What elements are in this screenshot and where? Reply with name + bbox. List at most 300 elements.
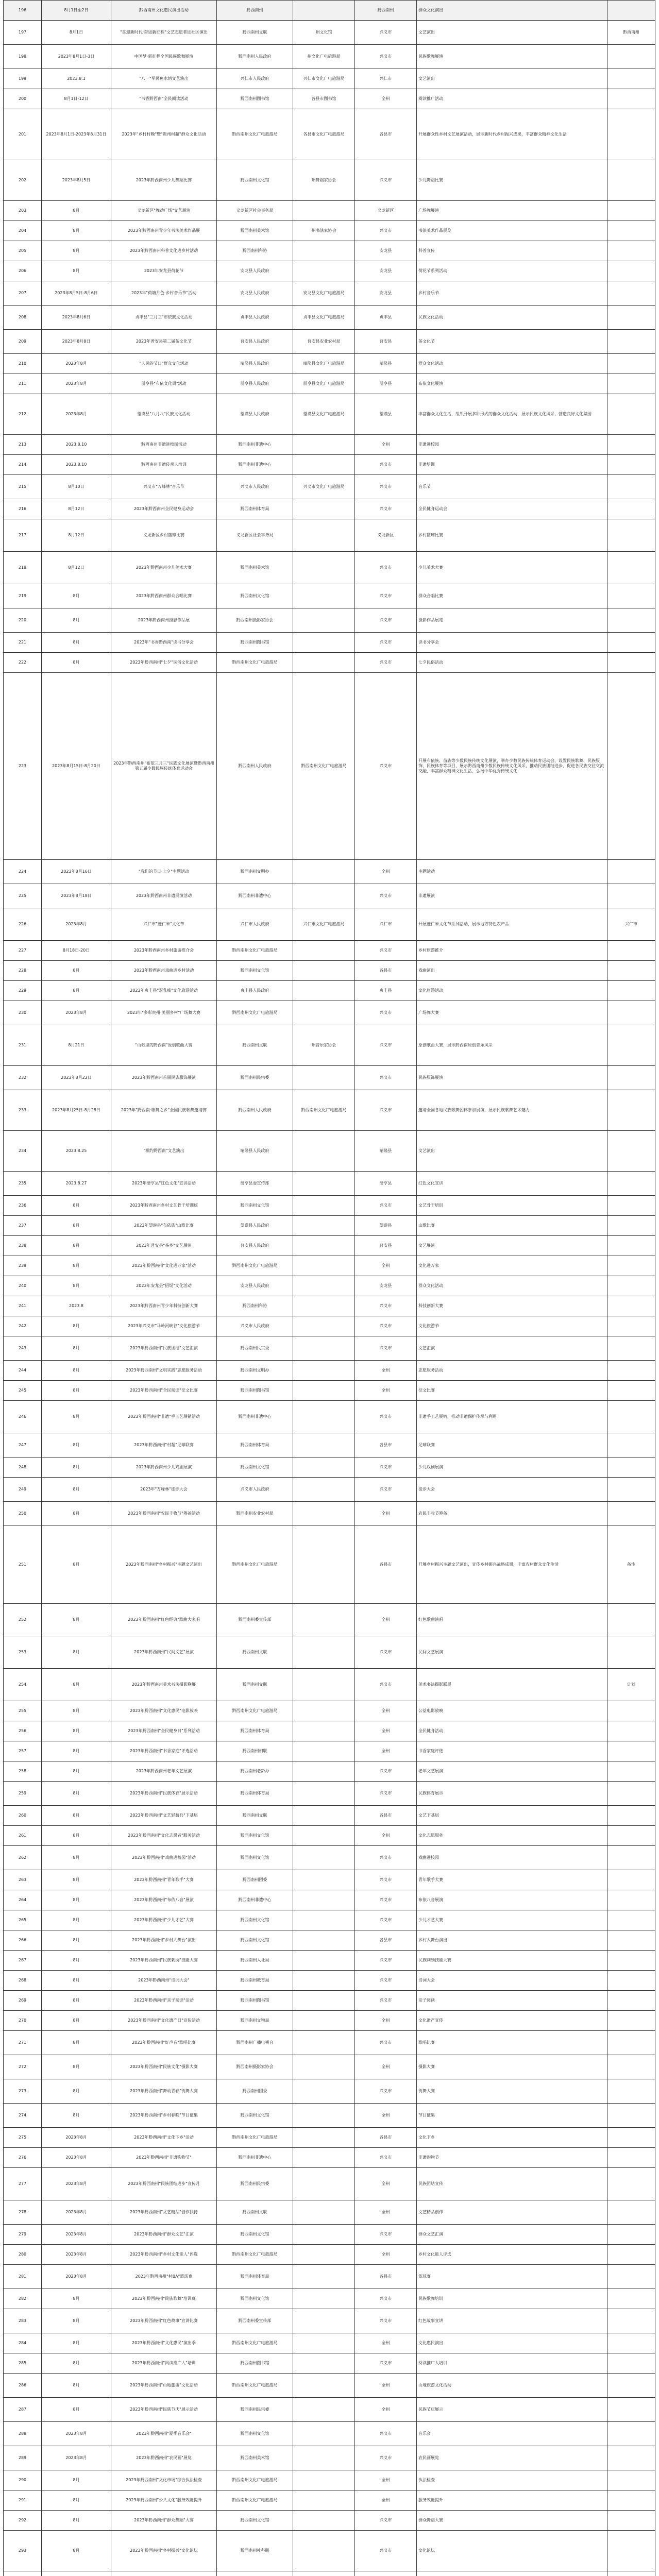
cell-no: 240 (4, 1276, 42, 1296)
cell-date: 2023年8月1日-3日 (42, 45, 111, 69)
cell-name: 2023年黔西南州老年文艺展演 (111, 1761, 217, 1782)
cell-place: 兴义市 (355, 608, 417, 633)
cell-name: 2023年册亨县"红色文化"宣讲活动 (111, 1172, 217, 1196)
cell-org: 册亨县人民政府 (217, 374, 293, 394)
cell-no: 198 (4, 45, 42, 69)
cell-org: 黔西南州民宗委 (217, 1336, 293, 1361)
cell-note (607, 455, 655, 475)
cell-name: 2023年黔西南州"诗词大会" (111, 1971, 217, 1991)
cell-place: 兴义市 (355, 2225, 417, 2245)
table-row (4, 519, 655, 552)
cell-host (293, 1761, 355, 1782)
cell-place: 兴义市 (355, 1025, 417, 1066)
cell-name: 2023年黔西南州"夏季音乐会" (111, 2422, 217, 2446)
cell-date: 8月 (42, 1910, 111, 1930)
cell-place: 兴义市 (355, 1066, 417, 1090)
table-row (4, 1991, 655, 2011)
cell-content: 足球联赛 (417, 1433, 607, 1458)
cell-date: 8月1日至2日 (42, 1, 111, 21)
cell-content: 开展群众性乡村文艺展演活动，展示新时代乡村振兴成果，丰富群众精神文化生活 (417, 109, 607, 160)
cell-date: 8月 (42, 633, 111, 653)
table-row (4, 1478, 655, 1502)
cell-place: 兴义市 (355, 1951, 417, 1971)
cell-date: 2023年8月18日 (42, 884, 111, 908)
cell-note (607, 2245, 655, 2265)
cell-org: 黔西南州委宣传部 (217, 2309, 293, 2333)
cell-date: 8月 (42, 2511, 111, 2531)
cell-note (607, 552, 655, 584)
cell-date: 2023年8月15日-8月20日 (42, 673, 111, 860)
table-row (4, 281, 655, 306)
cell-host: 各县市图书馆 (293, 89, 355, 109)
table-row (4, 1826, 655, 1846)
cell-date: 8月 (42, 1433, 111, 1458)
cell-content: 红色故事宣讲 (417, 2309, 607, 2333)
table-row (4, 673, 655, 860)
cell-place: 贞丰县 (355, 306, 417, 330)
cell-name: 2023年黔西南州"乡村大舞台"演出 (111, 1930, 217, 1951)
cell-place: 全州 (355, 89, 417, 109)
cell-no: 255 (4, 1701, 42, 1721)
cell-host (293, 1870, 355, 1890)
cell-name: 2023年黔西南州首届民族服饰展演 (111, 1066, 217, 1090)
cell-host (293, 1131, 355, 1172)
cell-org: 兴仁市人民政府 (217, 69, 293, 89)
cell-place: 全州 (355, 1826, 417, 1846)
cell-place: 兴义市 (355, 2079, 417, 2104)
cell-no: 226 (4, 908, 42, 941)
cell-no: 229 (4, 981, 42, 1001)
cell-no: 233 (4, 1090, 42, 1131)
cell-place (355, 2571, 417, 2576)
cell-host (293, 884, 355, 908)
cell-place: 兴义市 (355, 2289, 417, 2309)
cell-host (293, 2128, 355, 2148)
cell-no: 218 (4, 552, 42, 584)
cell-date: 8月 (42, 2289, 111, 2309)
cell-name: 2023年黔西南州"乡村春晚"节目征集 (111, 2104, 217, 2128)
cell-name: 2023年黔西南州"文化惠民"电影放映 (111, 1701, 217, 1721)
cell-host: 望谟县文化广电旅游局 (293, 394, 355, 435)
table-row (4, 1381, 655, 1401)
cell-content: 非遗进校园 (417, 435, 607, 455)
cell-no: 265 (4, 1910, 42, 1930)
cell-place: 兴义市 (355, 1316, 417, 1336)
cell-place: 兴义市 (355, 633, 417, 653)
cell-no: 230 (4, 1001, 42, 1025)
table-row (4, 2128, 655, 2148)
cell-date: 2023.8.10 (42, 435, 111, 455)
cell-name: 2023年黔西南州"好声音"歌唱比赛 (111, 2031, 217, 2055)
table-row (4, 1636, 655, 1669)
cell-host (293, 2490, 355, 2511)
cell-host (293, 2470, 355, 2490)
cell-org: 黔西南州人民政府 (217, 45, 293, 69)
cell-host (293, 1381, 355, 1401)
cell-place: 各县市 (355, 2265, 417, 2289)
cell-date: 2023.8 (42, 1296, 111, 1316)
cell-no: 197 (4, 21, 42, 45)
table-row (4, 1296, 655, 1316)
cell-host: 州音乐家协会 (293, 1025, 355, 1066)
cell-place: 兴义市 (355, 1890, 417, 1910)
cell-host (293, 201, 355, 221)
cell-place: 兴义市 (355, 475, 417, 499)
cell-note (607, 69, 655, 89)
table-row (4, 961, 655, 981)
cell-org: 黔西南州摄影家协会 (217, 2055, 293, 2079)
cell-org: 黔西南州文化馆 (217, 1910, 293, 1930)
cell-name: 2023年"黔西南·歌舞之乡"全国民族歌舞邀请赛 (111, 1090, 217, 1131)
cell-name: 贞丰县"三月三"布依族文化活动 (111, 306, 217, 330)
cell-note (607, 633, 655, 653)
cell-org: 望谟县人民政府 (217, 1216, 293, 1236)
cell-date: 8月 (42, 1478, 111, 1502)
table-row (4, 1001, 655, 1025)
table-row (4, 1336, 655, 1361)
cell-name: 义龙新区乡村篮球比赛 (111, 519, 217, 552)
cell-no: 207 (4, 281, 42, 306)
cell-content: 民族刺绣技能大赛 (417, 1951, 607, 1971)
cell-no: 206 (4, 261, 42, 281)
cell-content: 开展乡村振兴主题文艺演出，宣传乡村振兴战略成果，丰富农村群众文化生活 (417, 1526, 607, 1604)
cell-place: 普安县 (355, 330, 417, 354)
table-row (4, 455, 655, 475)
cell-no: 246 (4, 1401, 42, 1433)
table-row (4, 2104, 655, 2128)
table-row (4, 1458, 655, 1478)
cell-no: 250 (4, 1502, 42, 1526)
cell-no: 220 (4, 608, 42, 633)
cell-no: 271 (4, 2031, 42, 2055)
cell-content: 书法美术作品展览 (417, 221, 607, 241)
cell-host (293, 1361, 355, 1381)
cell-content: 篮球赛 (417, 2265, 607, 2289)
cell-date: 8月 (42, 961, 111, 981)
cell-place: 兴义市 (355, 2422, 417, 2446)
table-row (4, 2245, 655, 2265)
cell-content: 美术书法摄影联展 (417, 1669, 607, 1701)
cell-no: 279 (4, 2225, 42, 2245)
cell-content: 节目征集 (417, 2104, 607, 2128)
cell-place: 兴义市 (355, 2531, 417, 2571)
cell-date: 2023年8月5日 (42, 160, 111, 201)
cell-place: 望谟县 (355, 1216, 417, 1236)
cell-content: 非遗培训 (417, 455, 607, 475)
cell-org: 黔西南州文化广电旅游局 (217, 653, 293, 673)
cell-no: 256 (4, 1721, 42, 1741)
cell-org: 黔西南州文物局 (217, 2011, 293, 2031)
cell-host (293, 2309, 355, 2333)
cell-no: 293 (4, 2531, 42, 2571)
cell-org: 黔西南州文化馆 (217, 160, 293, 201)
table-row (4, 330, 655, 354)
cell-place: 兴义市 (355, 1846, 417, 1870)
cell-place: 贞丰县 (355, 981, 417, 1001)
cell-name: 2023年黔西南州"农民画"展览 (111, 2446, 217, 2470)
cell-org: 黔西南州文化馆 (217, 2289, 293, 2309)
cell-date: 2023年8月6日 (42, 306, 111, 330)
cell-place: 兴义市 (355, 1458, 417, 1478)
cell-name: 望谟县"八月八"民族文化活动 (111, 394, 217, 435)
table-row (4, 241, 655, 261)
cell-note (607, 1761, 655, 1782)
cell-date: 8月 (42, 1458, 111, 1478)
cell-name: 2023年兴义市"马岭河峡谷"文化旅游节 (111, 1316, 217, 1336)
cell-no: 223 (4, 673, 42, 860)
cell-no: 269 (4, 1991, 42, 2011)
table-row (4, 2398, 655, 2422)
cell-place: 全州 (355, 2168, 417, 2200)
cell-date: 8月 (42, 1336, 111, 1361)
cell-note (607, 2374, 655, 2398)
cell-content: 文艺精品创作 (417, 2200, 607, 2225)
cell-host (293, 519, 355, 552)
cell-content: 阅读推广活动 (417, 89, 607, 109)
cell-org: 黔西南州 (217, 1, 293, 21)
table-row (4, 1870, 655, 1890)
cell-no: 210 (4, 354, 42, 374)
cell-no: 248 (4, 1458, 42, 1478)
cell-date: 8月 (42, 1701, 111, 1721)
cell-note (607, 330, 655, 354)
table-row (4, 2511, 655, 2531)
cell-org: 黔西南州文化馆 (217, 1846, 293, 1870)
cell-no: 215 (4, 475, 42, 499)
cell-name: 2023年黔西南州"少儿才艺"大赛 (111, 1910, 217, 1930)
cell-name: 2023年黔西南州"文化志愿者"服务活动 (111, 1826, 217, 1846)
cell-no: 290 (4, 2470, 42, 2490)
cell-host (293, 241, 355, 261)
cell-note (607, 281, 655, 306)
cell-org: 黔西南州文化馆 (217, 2225, 293, 2245)
cell-date: 8月 (42, 1276, 111, 1296)
cell-place: 册亨县 (355, 1172, 417, 1196)
cell-name: 2023年黔西南州"民族团结"文艺汇演 (111, 1336, 217, 1361)
cell-note: 兴仁市 (607, 908, 655, 941)
cell-content: 荷花节系列活动 (417, 261, 607, 281)
cell-org: 黔西南州文化馆 (217, 1826, 293, 1846)
cell-no: 249 (4, 1478, 42, 1502)
cell-content: 民族体育展示 (417, 1782, 607, 1806)
cell-content: 少儿美术大赛 (417, 552, 607, 584)
cell-note: 计划 (607, 1669, 655, 1701)
cell-no: 275 (4, 2128, 42, 2148)
cell-host: 黔西南州文化广电旅游局 (293, 1090, 355, 1131)
cell-date: 2023年8月 (42, 2446, 111, 2470)
cell-date: 8月 (42, 653, 111, 673)
cell-host (293, 2104, 355, 2128)
cell-org: 黔西南州文联 (217, 1025, 293, 1066)
cell-org: 黔西南州文化广电旅游局 (217, 1256, 293, 1276)
cell-content: 农民丰收节筹备 (417, 1502, 607, 1526)
cell-org: 黔西南州文化馆 (217, 961, 293, 981)
cell-content: 文化下乡 (417, 2128, 607, 2148)
table-row (4, 89, 655, 109)
cell-name: 2023年黔西南州"舞动青春"街舞大赛 (111, 2079, 217, 2104)
cell-org: 黔西南州文联 (217, 1636, 293, 1669)
cell-no: 200 (4, 89, 42, 109)
cell-note (607, 1256, 655, 1276)
cell-note (607, 1870, 655, 1890)
cell-date: 2023年8月 (42, 2200, 111, 2225)
cell-note (607, 2104, 655, 2128)
cell-note (607, 1502, 655, 1526)
cell-no: 287 (4, 2398, 42, 2422)
cell-host (293, 1826, 355, 1846)
cell-note (607, 2571, 655, 2576)
cell-note (607, 1401, 655, 1433)
cell-place: 义龙新区 (355, 201, 417, 221)
cell-place: 安龙县 (355, 281, 417, 306)
cell-date: 2023年8月 (42, 2225, 111, 2245)
cell-no: 267 (4, 1951, 42, 1971)
table-row (4, 1971, 655, 1991)
cell-name: 2023年黔西南州"非遗购物节" (111, 2148, 217, 2168)
cell-content: 文化进万家 (417, 1256, 607, 1276)
cell-note (607, 475, 655, 499)
table-row (4, 354, 655, 374)
cell-content: 摄影大赛 (417, 2055, 607, 2079)
cell-org: 黔西南州文化馆 (217, 2511, 293, 2531)
cell-place: 兴义市 (355, 941, 417, 961)
table-row (4, 69, 655, 89)
cell-place: 全州 (355, 2398, 417, 2422)
cell-place: 兴义市 (355, 1296, 417, 1316)
cell-host: 册亨县文化广电旅游局 (293, 374, 355, 394)
cell-host (293, 2245, 355, 2265)
cell-place: 兴义市 (355, 673, 417, 860)
cell-name: 义龙新区"舞动广场"文艺展演 (111, 201, 217, 221)
cell-note (607, 1782, 655, 1806)
cell-content: 读书分享会 (417, 633, 607, 653)
cell-host: 兴仁市文化广电旅游局 (293, 69, 355, 89)
cell-note (607, 2490, 655, 2511)
cell-date: 8月 (42, 608, 111, 633)
cell-date: 8月1日-12日 (42, 89, 111, 109)
cell-content: 全民健身活动 (417, 1721, 607, 1741)
cell-host (293, 1172, 355, 1196)
cell-name: 2023年黔西南州"非遗"手工艺展销活动 (111, 1401, 217, 1433)
cell-note (607, 45, 655, 69)
cell-name: 2023年黔西南州戏曲进乡村活动 (111, 961, 217, 981)
cell-content: 乡村音乐节 (417, 281, 607, 306)
cell-place: 全州 (355, 2011, 417, 2031)
cell-org: 黔西南州文明办 (217, 1361, 293, 1381)
cell-name: 2023年黔西南州"布依三月三"民族文化展演暨黔西南州第五届少数民族传统体育运动会 (111, 673, 217, 860)
cell-note (607, 1890, 655, 1910)
cell-note (607, 1910, 655, 1930)
cell-note (607, 1806, 655, 1826)
cell-name: 2023年黔西南州"全民健身日"系列活动 (111, 1721, 217, 1741)
cell-content: 非遗购物节 (417, 2148, 607, 2168)
cell-host (293, 860, 355, 884)
cell-host (293, 1336, 355, 1361)
cell-note (607, 2168, 655, 2200)
cell-place: 兴义市 (355, 1090, 417, 1131)
table-row (4, 1782, 655, 1806)
cell-host (293, 2225, 355, 2245)
cell-name: 2023年"书香黔西南"读书分享会 (111, 633, 217, 653)
cell-place: 各县市 (355, 109, 417, 160)
cell-content: 民族服饰展演 (417, 1066, 607, 1090)
cell-content: 山地旅游文化活动 (417, 2374, 607, 2398)
cell-host (293, 1991, 355, 2011)
cell-date: 8月 (42, 261, 111, 281)
cell-name: 2023年黔西南州"文艺精品"创作扶持 (111, 2200, 217, 2225)
cell-host (293, 981, 355, 1001)
cell-content: 少儿舞蹈比赛 (417, 160, 607, 201)
cell-host (293, 552, 355, 584)
cell-note (607, 1478, 655, 1502)
cell-note (607, 1216, 655, 1236)
cell-date: 8月10日 (42, 475, 111, 499)
table-row (4, 2168, 655, 2200)
cell-name: 2023年黔西南州"书香家庭"评选活动 (111, 1741, 217, 1761)
cell-date: 2023年8月16日 (42, 860, 111, 884)
cell-org: 黔西南州文化馆 (217, 1196, 293, 1216)
cell-no: 252 (4, 1604, 42, 1636)
table-row (4, 653, 655, 673)
cell-org: 普安县人民政府 (217, 330, 293, 354)
cell-org: 晴隆县人民政府 (217, 354, 293, 374)
table-row (4, 1276, 655, 1296)
cell-content: 老年文艺展演 (417, 1761, 607, 1782)
cell-note (607, 2128, 655, 2148)
cell-note (607, 2225, 655, 2245)
table-row (4, 2353, 655, 2374)
cell-name: 黔西南州非遗进校园活动 (111, 435, 217, 455)
cell-org: 黔西南州美术馆 (217, 2446, 293, 2470)
cell-name: 2023年望谟县"布依族"山歌比赛 (111, 1216, 217, 1236)
cell-place: 全州 (355, 2374, 417, 2398)
cell-org: 义龙新区社会事务局 (217, 519, 293, 552)
cell-name: 黔西南州文化惠民演出活动 (111, 1, 217, 21)
cell-no: 268 (4, 1971, 42, 1991)
cell-no: 266 (4, 1930, 42, 1951)
table-row (4, 374, 655, 394)
cell-content: 文化旅游活动 (417, 981, 607, 1001)
table-row (4, 2470, 655, 2490)
cell-content: 民间文艺展演 (417, 1636, 607, 1669)
cell-note (607, 306, 655, 330)
cell-no: 241 (4, 1296, 42, 1316)
table-row (4, 221, 655, 241)
cell-date: 8月 (42, 1741, 111, 1761)
cell-org: 黔西南州老龄办 (217, 1761, 293, 1782)
cell-org: 黔西南州非遗中心 (217, 1401, 293, 1433)
cell-host: 州舞蹈家协会 (293, 160, 355, 201)
cell-place: 兴义市 (355, 1971, 417, 1991)
cell-content: 民族团结宣传 (417, 2168, 607, 2200)
cell-date: 8月 (42, 1890, 111, 1910)
cell-date: 8月 (42, 2490, 111, 2511)
cell-place: 普安县 (355, 1236, 417, 1256)
cell-date: 8月 (42, 2353, 111, 2374)
cell-note (607, 1604, 655, 1636)
table-row (4, 584, 655, 608)
table-row (4, 633, 655, 653)
cell-name: 2023年黔西南州"文艺轻骑兵"下基层 (111, 1806, 217, 1826)
cell-content: 文化遗产宣传 (417, 2011, 607, 2031)
cell-org: 晴隆县人民政府 (217, 1131, 293, 1172)
cell-note (607, 1741, 655, 1761)
cell-host (293, 1951, 355, 1971)
cell-org: 黔西南州图书馆 (217, 89, 293, 109)
cell-note (607, 261, 655, 281)
cell-content: 诗词大会 (417, 1971, 607, 1991)
cell-org: 黔西南州文化广电旅游局 (217, 2245, 293, 2265)
